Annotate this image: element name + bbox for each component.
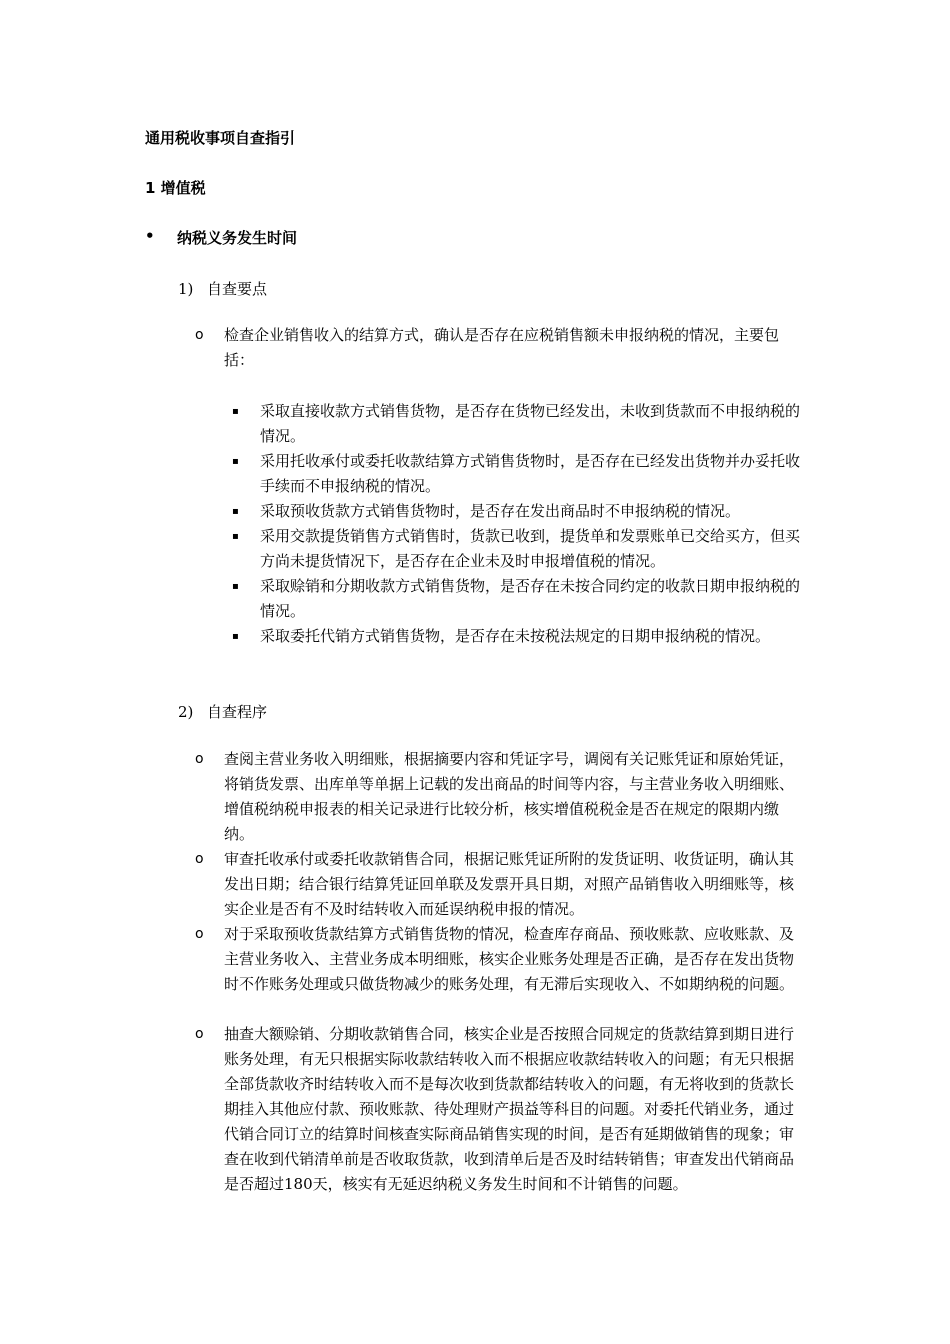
subheading-procedures [178, 701, 267, 722]
list-item-text: 采取直接收款方式销售货物，是否存在货物已经发出，未收到货款而不申报纳税的情况。 [260, 402, 801, 445]
list-item [232, 499, 807, 524]
procedure-text: 对于采取预收货款结算方式销售货物的情况，检查库存商品、预收账款、应收账款、及主营业务收入、主营业务成本明细账，核实企业账务处理是否正确，是否存在发出货物时不作账务处理或只做货物减少的账务处理，有无滞后实现收入、不如期纳税的问题。 [224, 925, 795, 993]
list-item [232, 399, 807, 449]
circle-bullet-marker: o [195, 1026, 204, 1042]
procedure-item [195, 922, 805, 997]
bullet-marker: • [145, 227, 155, 245]
square-bullet-marker: ▪ [232, 506, 239, 517]
list-item-text: 采取委托代销方式销售货物，是否存在未按税法规定的日期申报纳税的情况。 [260, 627, 771, 645]
subheading-label: 自查要点 [207, 280, 268, 298]
points-intro-text: 检查企业销售收入的结算方式，确认是否存在应税销售额未申报纳税的情况，主要包括： [224, 326, 780, 369]
list-item [232, 524, 807, 574]
square-bullet-marker: ▪ [232, 456, 239, 467]
list-item-text: 采用托收承付或委托收款结算方式销售货物时，是否存在已经发出货物并办妥托收手续而不申报纳税的情况。 [260, 452, 801, 495]
circle-bullet-marker: o [195, 851, 204, 867]
circle-bullet-marker: o [195, 926, 204, 942]
square-bullet-marker: ▪ [232, 406, 239, 417]
procedure-item [195, 747, 805, 847]
subheading-label: 自查程序 [207, 703, 268, 721]
procedure-text: 查阅主营业务收入明细账，根据摘要内容和凭证字号，调阅有关记账凭证和原始凭证，将销货发票、出库单等单据上记载的发出商品的时间等内容，与主营业务收入明细账、增值税纳税申报表的相关记录进行比较分析，核实增值税税金是否在规定的限期内缴纳。 [224, 750, 795, 843]
subheading-number: 1) [178, 280, 194, 298]
list-item-text: 采取预收货款方式销售货物时，是否存在发出商品时不申报纳税的情况。 [260, 502, 741, 520]
procedure-item [195, 1022, 805, 1197]
circle-bullet-marker: o [195, 327, 204, 343]
square-bullet-marker: ▪ [232, 631, 239, 642]
points-intro-item [195, 323, 805, 373]
section-heading-vat: 1 增值税 [145, 179, 206, 197]
list-item-text: 采用交款提货销售方式销售时，货款已收到，提货单和发票账单已交给买方，但买方尚未提货情况下，是否存在企业未及时申报增值税的情况。 [260, 527, 801, 570]
list-item-text: 采取赊销和分期收款方式销售货物，是否存在未按合同约定的收款日期申报纳税的情况。 [260, 577, 801, 620]
list-item [232, 624, 807, 649]
list-item [232, 449, 807, 499]
procedure-text: 抽查大额赊销、分期收款销售合同，核实企业是否按照合同规定的货款结算到期日进行账务处理，有无只根据实际收款结转收入而不根据应收款结转收入的问题；有无只根据全部货款收齐时结转收入而不是每次收到货款都结转收入的问题，有无将收到的货款长期挂入其他应付款、预收账款、待处理财产损益等科目的问题。对委托代销业务，通过代销合同订立的结算时间核查实际商品销售实现的时间，是否有延期做销售的现象；审查在收到代销清单前是否收取货款，收到清单后是否及时结转销售；审查发出代销商品是否超过180天，核实有无延迟纳税义务发生时间和不计销售的问题。 [224, 1025, 795, 1193]
list-item [232, 574, 807, 624]
square-bullet-marker: ▪ [232, 581, 239, 592]
procedure-text: 审查托收承付或委托收款销售合同，根据记账凭证所附的发货证明、收货证明，确认其发出日期；结合银行结算凭证回单联及发票开具日期，对照产品销售收入明细账等，核实企业是否有不及时结转收入而延误纳税申报的情况。 [224, 850, 795, 918]
subheading-number: 2) [178, 703, 194, 721]
bullet-heading-text: 纳税义务发生时间 [177, 229, 298, 247]
square-bullet-marker: ▪ [232, 531, 239, 542]
procedure-item [195, 847, 805, 922]
subheading-key-points [178, 278, 267, 299]
circle-bullet-marker: o [195, 751, 204, 767]
document-title: 通用税收事项自查指引 [145, 129, 296, 147]
